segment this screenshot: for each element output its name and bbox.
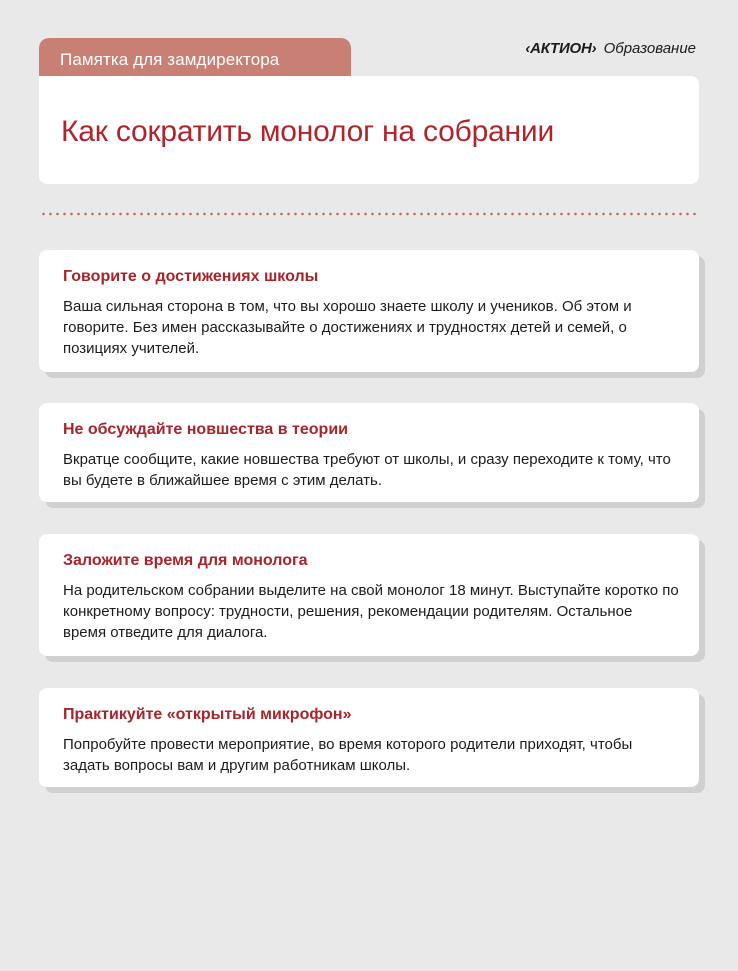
memo-tab-label: Памятка для замдиректора <box>60 50 280 69</box>
tip-heading: Не обсуждайте новшества в теории <box>63 421 348 438</box>
tip-card-innovations <box>39 403 699 502</box>
tip-text: Попробуйте провести мероприятие, во время которого родители приходят, чтобы задать вопросы вам и другим работникам школы. <box>63 736 633 774</box>
page-title: Как сократить монолог на собрании <box>61 115 555 148</box>
tip-heading: Практикуйте «открытый микрофон» <box>63 706 352 723</box>
brand-mark: ‹АКТИОН› <box>525 40 597 57</box>
tip-card-achievements <box>39 250 699 372</box>
memo-tab <box>39 38 351 80</box>
tip-card-open-mic <box>39 688 699 787</box>
brand-subtitle: Образование <box>603 40 696 57</box>
brand-logo <box>525 40 696 57</box>
title-card <box>39 76 699 184</box>
dotted-divider <box>40 212 696 216</box>
tip-text: Вкратце сообщите, какие новшества требуют от школы, и сразу переходите к тому, что вы будете в ближайшее время с этим делать. <box>63 451 671 489</box>
tip-heading: Заложите время для монолога <box>63 552 308 569</box>
tip-heading: Говорите о достижениях школы <box>63 268 319 285</box>
tip-text: Ваша сильная сторона в том, что вы хорошо знаете школу и учеников. Об этом и говорите. Без имен рассказывайте о достижениях и трудностях детей и семей, о позициях учителей. <box>63 298 632 357</box>
tip-card-monolog-time <box>39 534 699 656</box>
tip-text: На родительском собрании выделите на свой монолог 18 минут. Выступайте коротко по конкретному вопросу: трудности, решения, рекомендации родителям. Остальное время отведите для диалога. <box>63 582 679 641</box>
